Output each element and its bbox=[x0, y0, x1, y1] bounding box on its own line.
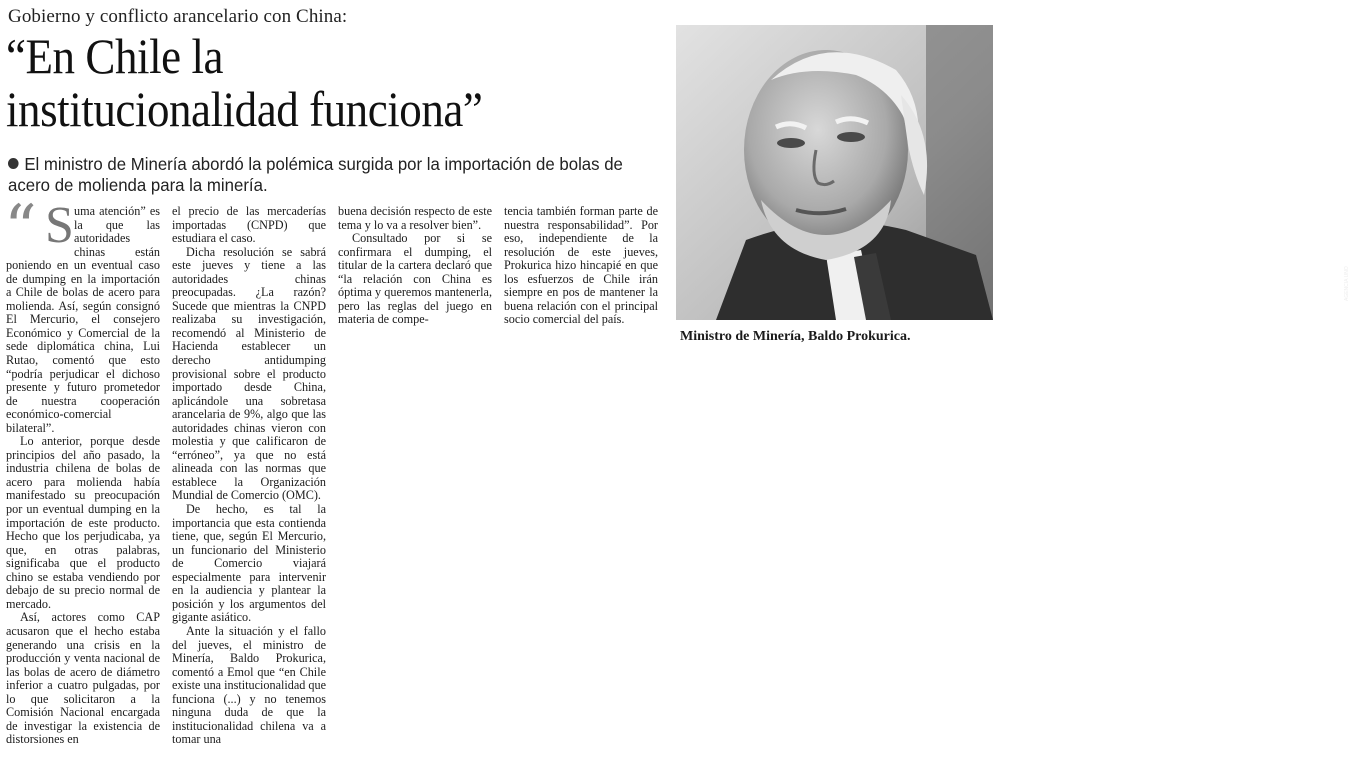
paragraph: Dicha resolución se sabrá este jueves y tiene a las autoridades chinas preocupadas. ¿La razón? Sucede que mientras la CNPD realizaba su investigación, recomendó al Ministerio de Hacienda establecer un derecho antidumping provisional sobre el producto importado desde China, aplicándole una sobretasa arancelaria de 9%, algo que las autoridades chinas vieron con molestia y que calificaron de “erróneo”, ya que no está alineada con las normas que establece la Organización Mundial de Comercio (OMC). bbox=[172, 244, 326, 503]
article-column-1 bbox=[4, 192, 160, 762]
deck-text: El ministro de Minería abordó la polémica surgida por la importación de bolas de acero de molienda para la minería. bbox=[8, 154, 623, 195]
paragraph: buena decisión respecto de este tema y lo va a resolver bien”. bbox=[338, 204, 492, 232]
paragraph: el precio de las mercaderías importadas (CNPD) que estudiara el caso. bbox=[172, 204, 326, 246]
photo-caption: Ministro de Minería, Baldo Prokurica. bbox=[680, 329, 911, 344]
photo-credit: AGENCIA UNO bbox=[1344, 266, 1350, 301]
paragraph: Consultado por si se confirmara el dumping, el titular de la cartera declaró que “la relación con China es óptima y queremos mantenerla, pero las reglas del juego en materia de compe- bbox=[338, 231, 492, 327]
headline bbox=[6, 30, 596, 136]
paragraph: uma atención” es la que las autoridades chinas están poniendo en un eventual caso de dumping en la importación a Chile de bolas de acero para molienda. Así, según consignó El Mercurio, el consejero Económico y Comercial de la sede diplomática china, Lui Rutao, comentó que esto “podría perjudicar el dichoso presente y futuro prometedor de nuestra cooperación económico-comercial bilateral”. bbox=[6, 204, 160, 435]
quote-mark-icon: “ bbox=[4, 192, 37, 266]
headline-line-1: “En Chile la bbox=[6, 28, 224, 84]
paragraph: tencia también forman parte de nuestra responsabilidad”. Por eso, independiente de la resolución de este jueves, Prokurica hizo hincapié en que los esfuerzos de Chile irán siempre en pos de mantener la buena relación con el principal socio comercial del país. bbox=[504, 204, 658, 327]
article-column-4 bbox=[504, 205, 658, 762]
deck bbox=[8, 154, 642, 196]
portrait-illustration bbox=[676, 25, 993, 320]
headline-line-2: institucionalidad funciona” bbox=[6, 81, 483, 137]
minister-photo bbox=[676, 25, 1350, 320]
paragraph: Así, actores como CAP acusaron que el hecho estaba generando una crisis en la producción y venta nacional de las bolas de acero de diámetro inferior a cuatro pulgadas, por lo que solicitaron a la Comisión Nacional encargada de investigar la existencia de distorsiones en bbox=[6, 610, 160, 747]
article-column-2 bbox=[172, 205, 326, 762]
paragraph: Ante la situación y el fallo del jueves, el ministro de Minería, Baldo Prokurica, comentó a Emol que “en Chile existe una institucionalidad que funciona (...) y no tenemos ninguna duda de que la institucionalidad chilena va a tomar una bbox=[172, 623, 326, 747]
paragraph: Lo anterior, porque desde principios del año pasado, la industria chilena de bolas de acero para molienda había manifestado su preocupación por un eventual dumping en la importación de este producto. Hecho que los perjudicaba, ya que, en otras palabras, significaba que el producto chino se estaba vendiendo por debajo de su precio normal de mercado. bbox=[6, 434, 160, 611]
drop-cap: S bbox=[45, 197, 74, 254]
kicker: Gobierno y conflicto arancelario con China: bbox=[8, 6, 348, 27]
article-column-3 bbox=[338, 205, 492, 762]
paragraph: De hecho, es tal la importancia que esta contienda tiene, que, según El Mercurio, un funcionario del Ministerio de Comercio viajará especialmente para intervenir en la audiencia y plantear la posición y los argumentos del gigante asiático. bbox=[172, 502, 326, 625]
bullet-icon bbox=[8, 158, 19, 169]
